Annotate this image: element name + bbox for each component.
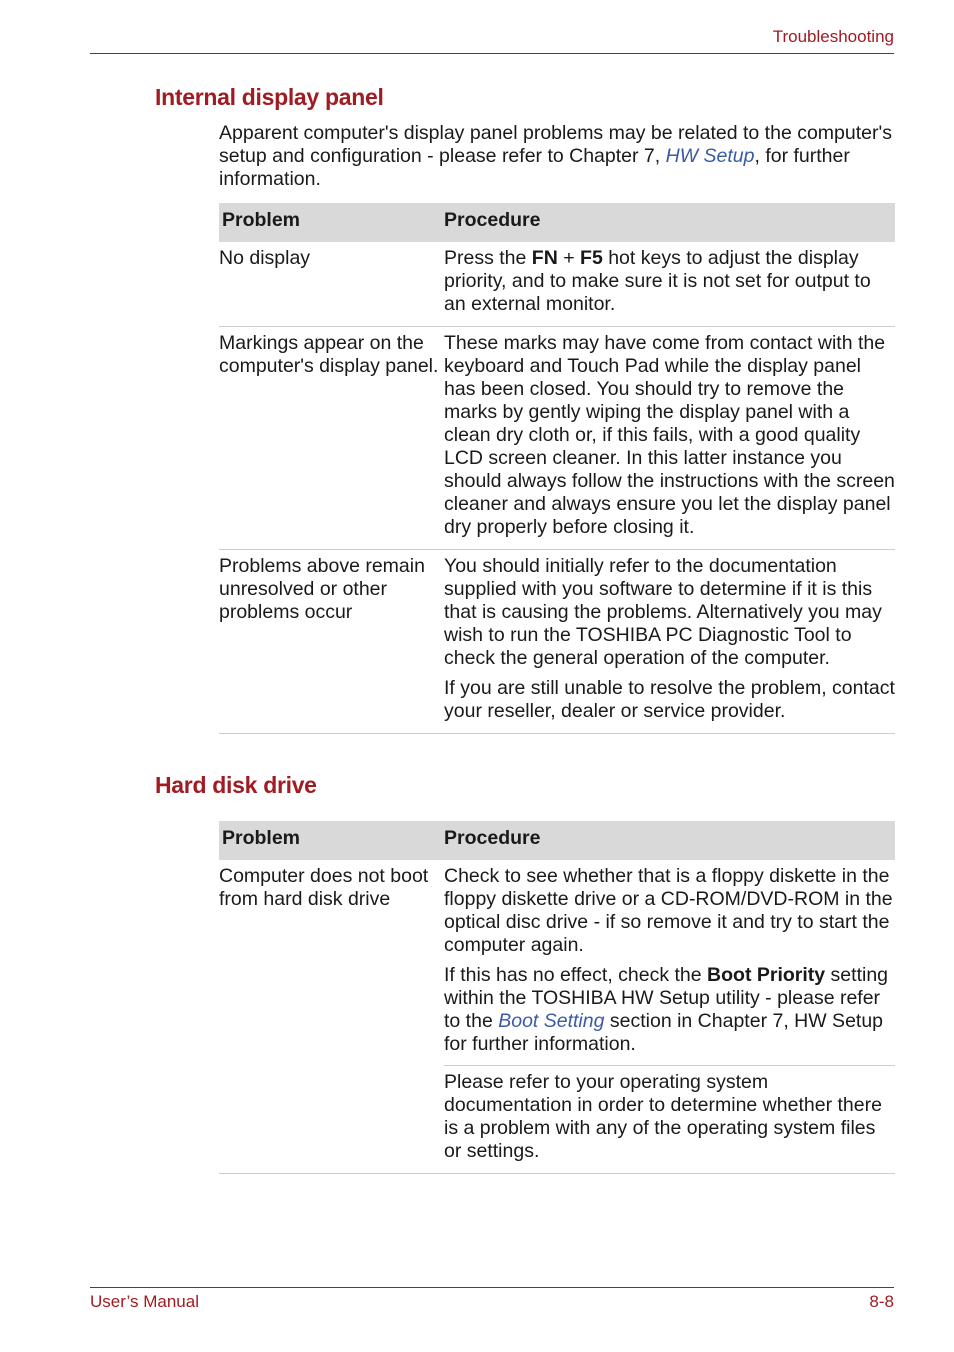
problem-cell: Computer does not boot from hard disk drive (219, 860, 444, 1174)
section-title-hdd: Hard disk drive (155, 772, 317, 798)
procedure-cell (444, 550, 895, 734)
procedure-text: hot keys to adjust the display priority, and to make sure it is not set for output to an external monitor. (444, 247, 871, 315)
problem-cell: Problems above remain unresolved or other problems occur (219, 550, 444, 734)
key-fn: FN (531, 247, 558, 269)
section-title-display: Internal display panel (155, 84, 384, 110)
sub-row-divider (444, 1065, 895, 1066)
procedure-text: Press the (444, 247, 532, 269)
procedure-paragraph: Check to see whether that is a floppy diskette in the floppy diskette drive or a CD-ROM/DVD-ROM in the optical disc drive - if so remove it and try to start the computer again. (444, 865, 893, 956)
procedure-text: setting within the TOSHIBA HW Setup utility - please refer to the (444, 964, 889, 1032)
hdd-problems-table (219, 821, 895, 1174)
procedure-paragraph (444, 964, 895, 1056)
intro-paragraph (219, 122, 899, 191)
footer-rule (90, 1287, 894, 1288)
procedure-paragraph: You should initially refer to the documentation supplied with you software to determine if it is this that is causing the problems. Alternatively you may wish to run the TOSHIBA PC Diagnostic Tool to check the general operation of the computer. (444, 555, 882, 669)
problem-cell: Markings appear on the computer's display panel. (219, 327, 444, 550)
running-header: Troubleshooting (772, 27, 894, 46)
boot-priority-term: Boot Priority (707, 964, 826, 986)
table-row (219, 550, 895, 734)
procedure-paragraph: If you are still unable to resolve the problem, contact your reseller, dealer or service provider. (444, 677, 895, 722)
table-row (219, 242, 895, 327)
col-header-problem: Problem (219, 203, 444, 242)
key-f5: F5 (580, 247, 603, 269)
procedure-cell (444, 860, 895, 1174)
table-row (219, 327, 895, 550)
header-rule (90, 53, 894, 54)
plus-sign: + (557, 247, 581, 269)
intro-text-before: Apparent computer's display panel problems may be related to the computer's setup and configuration - please refer to Chapter 7, (219, 122, 892, 167)
page-number: 8-8 (869, 1292, 894, 1311)
col-header-procedure: Procedure (444, 203, 895, 242)
boot-setting-link[interactable]: Boot Setting (498, 1010, 605, 1032)
procedure-paragraph: Please refer to your operating system documentation in order to determine whether there is a problem with any of the operating system files or settings. (444, 1071, 882, 1162)
footer-manual-title: User’s Manual (90, 1292, 199, 1311)
procedure-text: section in Chapter 7, HW Setup for further information. (444, 1010, 884, 1055)
col-header-problem: Problem (219, 821, 444, 860)
table-row (219, 860, 895, 1174)
table-header-row (219, 203, 895, 242)
col-header-procedure: Procedure (444, 821, 895, 860)
display-problems-table (219, 203, 895, 734)
hw-setup-link[interactable]: HW Setup (665, 145, 755, 167)
problem-cell: No display (219, 242, 444, 327)
procedure-cell (444, 242, 895, 327)
intro-text-after: , for further information. (219, 145, 850, 190)
procedure-text: If this has no effect, check the (444, 964, 708, 986)
procedure-cell: These marks may have come from contact with the keyboard and Touch Pad while the display panel has been closed. You should try to remove the marks by gently wiping the display panel with a clean dry cloth or, if this fails, with a good quality LCD screen cleaner. In this latter instance you should always follow the instructions with the screen cleaner and always ensure you let the display panel dry properly before closing it. (444, 327, 895, 550)
table-header-row (219, 821, 895, 860)
